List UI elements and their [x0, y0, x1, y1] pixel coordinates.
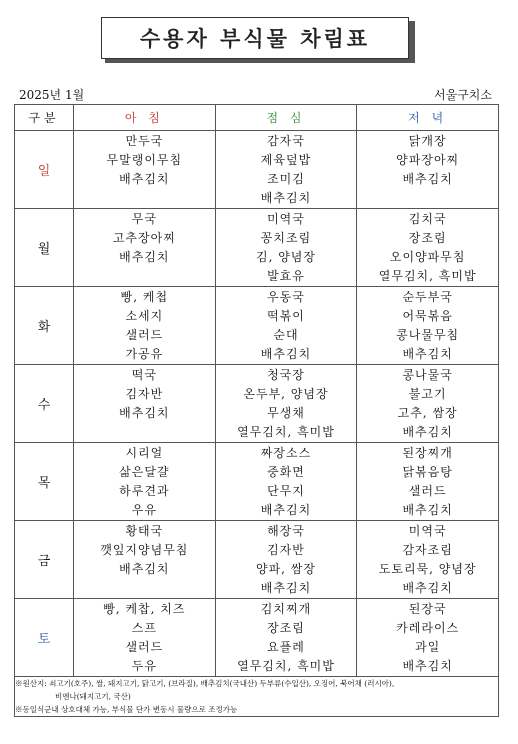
dinner-items — [357, 209, 498, 286]
dinner-cell — [357, 365, 499, 443]
breakfast-cell — [74, 365, 216, 443]
breakfast-items — [74, 521, 215, 579]
lunch-cell — [215, 209, 357, 287]
lunch-cell — [215, 599, 357, 677]
dish-item: 배추김치 — [402, 503, 453, 517]
dinner-cell — [357, 209, 499, 287]
dinner-cell — [357, 287, 499, 365]
header-row — [15, 105, 499, 131]
dinner-items — [357, 521, 498, 598]
breakfast-cell — [74, 521, 216, 599]
dish-item: 미역국 — [408, 524, 447, 538]
dish-item: 열무김치, 흑미밥 — [237, 425, 335, 439]
breakfast-items — [74, 209, 215, 267]
dinner-items — [357, 365, 498, 442]
dinner-items — [357, 131, 498, 189]
day-label: 일 — [15, 131, 74, 209]
lunch-items — [216, 443, 357, 520]
dish-item: 도토리묵, 양념장 — [378, 562, 477, 576]
dish-item: 김자반 — [125, 387, 164, 401]
dish-item: 발효유 — [267, 269, 305, 283]
dish-item: 중화면 — [267, 465, 305, 479]
dish-item: 고추, 쌈장 — [397, 406, 458, 420]
dish-item: 조미김 — [267, 172, 305, 186]
lunch-items — [216, 131, 357, 208]
dish-item: 김자반 — [267, 543, 305, 557]
lunch-cell — [215, 521, 357, 599]
dish-item: 콩나물국 — [402, 368, 453, 382]
dish-item: 배추김치 — [402, 425, 453, 439]
day-label: 화 — [15, 287, 74, 365]
dinner-items — [357, 287, 498, 364]
dinner-cell — [357, 443, 499, 521]
dish-item: 배추김치 — [119, 172, 170, 186]
dish-item: 단무지 — [267, 484, 305, 498]
dish-item: 깻잎지양념무침 — [100, 543, 189, 557]
organization-name: 서울구치소 — [434, 88, 492, 102]
dish-item: 배추김치 — [402, 347, 453, 361]
dish-item: 김치국 — [408, 212, 447, 226]
dish-item: 스프 — [131, 621, 157, 635]
menu-row — [15, 287, 499, 365]
dish-item: 황태국 — [125, 524, 164, 538]
dish-item: 열무김치, 흑미밥 — [378, 269, 477, 283]
dish-item: 제육덮밥 — [260, 153, 312, 167]
dish-item: 하루견과 — [119, 484, 170, 498]
dish-item: 감자조림 — [402, 543, 453, 557]
dish-item: 빵, 케찹, 치즈 — [103, 602, 186, 616]
dish-item: 어묵볶음 — [402, 309, 453, 323]
lunch-items — [216, 599, 357, 676]
page-title: 수용자 부식물 차림표 — [101, 17, 409, 59]
dish-item: 우유 — [131, 503, 157, 517]
dish-item: 배추김치 — [402, 659, 453, 673]
dish-item: 짜장소스 — [260, 446, 312, 460]
dish-item: 배추김치 — [260, 191, 312, 205]
dish-item: 해장국 — [267, 524, 305, 538]
dish-item: 미역국 — [267, 212, 305, 226]
dish-item: 청국장 — [267, 368, 305, 382]
breakfast-cell — [74, 131, 216, 209]
dish-item: 고추장아찌 — [112, 231, 176, 245]
header-breakfast: 아 침 — [74, 105, 216, 131]
breakfast-items — [74, 131, 215, 189]
breakfast-cell — [74, 599, 216, 677]
menu-date: 2025년 1월 — [19, 88, 85, 102]
dish-item: 김, 양념장 — [255, 250, 316, 264]
dish-item: 장조림 — [267, 621, 305, 635]
dish-item: 샐러드 — [125, 640, 164, 654]
header-lunch: 점 심 — [215, 105, 357, 131]
dinner-items — [357, 443, 498, 520]
dish-item: 배추김치 — [260, 347, 312, 361]
dish-item: 가공유 — [125, 347, 164, 361]
dish-item: 무말랭이무침 — [106, 153, 183, 167]
menu-table — [14, 104, 499, 717]
lunch-cell — [215, 365, 357, 443]
day-label: 목 — [15, 443, 74, 521]
dish-item: 된장국 — [408, 602, 447, 616]
menu-row — [15, 131, 499, 209]
notes-row — [15, 677, 499, 717]
dish-item: 닭개장 — [408, 134, 447, 148]
dish-item: 과일 — [415, 640, 441, 654]
lunch-cell — [215, 287, 357, 365]
dish-item: 배추김치 — [402, 581, 453, 595]
dish-item: 우동국 — [267, 290, 305, 304]
day-label: 월 — [15, 209, 74, 287]
dish-item: 불고기 — [408, 387, 447, 401]
dish-item: 순두부국 — [402, 290, 453, 304]
lunch-cell — [215, 131, 357, 209]
dish-item: 떡볶이 — [267, 309, 305, 323]
day-label: 수 — [15, 365, 74, 443]
header-dinner: 저 녁 — [357, 105, 499, 131]
dish-item: 빵, 케첩 — [120, 290, 169, 304]
dinner-cell — [357, 521, 499, 599]
dish-item: 순대 — [273, 328, 299, 342]
dish-item: 샐러드 — [125, 328, 164, 342]
breakfast-items — [74, 365, 215, 423]
dish-item: 배추김치 — [119, 562, 170, 576]
dish-item: 배추김치 — [260, 581, 312, 595]
dish-item: 무국 — [131, 212, 157, 226]
breakfast-cell — [74, 443, 216, 521]
dish-item: 배추김치 — [402, 172, 453, 186]
day-label: 금 — [15, 521, 74, 599]
note-origin-extra: 비엔나(돼지고기, 국산) — [55, 692, 131, 701]
dish-item: 꽁치조림 — [260, 231, 312, 245]
dish-item: 삶은달걀 — [119, 465, 170, 479]
lunch-items — [216, 209, 357, 286]
dish-item: 양파장아찌 — [396, 153, 460, 167]
dish-item: 두유 — [131, 659, 157, 673]
dish-item: 시리얼 — [125, 446, 164, 460]
dish-item: 소세지 — [125, 309, 164, 323]
header-day: 구분 — [15, 105, 74, 131]
dish-item: 배추김치 — [119, 250, 170, 264]
dish-item: 양파, 쌈장 — [255, 562, 316, 576]
dish-item: 만두국 — [125, 134, 164, 148]
dish-item: 감자국 — [267, 134, 305, 148]
breakfast-cell — [74, 287, 216, 365]
dish-item: 된장찌개 — [402, 446, 453, 460]
dish-item: 무생채 — [267, 406, 305, 420]
dish-item: 김치찌개 — [260, 602, 312, 616]
breakfast-items — [74, 443, 215, 520]
dish-item: 닭볶음탕 — [402, 465, 453, 479]
note-substitution: ※동일식군내 상호대체 가능, 부식물 단가 변동시 물량으로 조정가능 — [15, 705, 238, 714]
menu-row — [15, 209, 499, 287]
dish-item: 오이양파무침 — [389, 250, 466, 264]
menu-row — [15, 599, 499, 677]
breakfast-items — [74, 599, 215, 676]
dish-item: 샐러드 — [408, 484, 447, 498]
lunch-items — [216, 287, 357, 364]
dish-item: 떡국 — [131, 368, 157, 382]
lunch-items — [216, 521, 357, 598]
dish-item: 콩나물무침 — [396, 328, 460, 342]
menu-row — [15, 521, 499, 599]
dish-item: 장조림 — [408, 231, 447, 245]
dinner-cell — [357, 131, 499, 209]
dish-item: 열무김치, 흑미밥 — [237, 659, 335, 673]
menu-row — [15, 365, 499, 443]
dish-item: 배추김치 — [260, 503, 312, 517]
dish-item: 요플레 — [267, 640, 305, 654]
breakfast-cell — [74, 209, 216, 287]
notes-cell — [15, 677, 499, 717]
lunch-items — [216, 365, 357, 442]
dinner-items — [357, 599, 498, 676]
dish-item: 카레라이스 — [396, 621, 460, 635]
day-label: 토 — [15, 599, 74, 677]
menu-body — [15, 131, 499, 677]
dinner-cell — [357, 599, 499, 677]
breakfast-items — [74, 287, 215, 364]
dish-item: 배추김치 — [119, 406, 170, 420]
note-origin: ※원산지: 쇠고기(호주), 쌀, 돼지고기, 닭고기, (브라질), 배추김치(국내산) 두부류(수입산), 오징어, 북어채 (러시아), — [15, 679, 395, 688]
lunch-cell — [215, 443, 357, 521]
dish-item: 온두부, 양념장 — [243, 387, 329, 401]
menu-row — [15, 443, 499, 521]
